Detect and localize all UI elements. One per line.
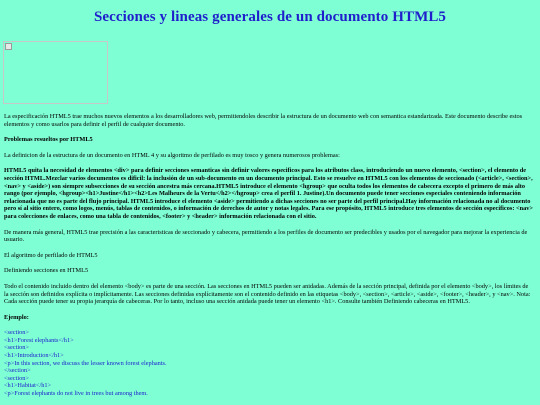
code-line: <section> [4, 329, 29, 337]
code-line: <p>In this section, we discuss the lesser known forest elephants. [4, 359, 167, 367]
paragraph: Todo el contenido incluido dentro del elemento <body> es parte de una sección. Las secciones en HTML5 pueden ser anidadas. Además de la sección principal, definida por el elemento <body>, los límites de la sección son definidos explícita o implícitamente. Las secciones definidas explícitamente son el contenido definido en las etiquetas <body>, <section>, <article>, <aside>, <footer>, <header>, y <nav>. Nota: Cada sección puede tener su propia jerarquía de cabeceras. Por lo tanto, incluso una sección anidada puede tener un elemento <h1>. Consulte también Definiendo cabeceras en HTML5. [4, 282, 531, 306]
paragraph: El algoritmo de perfilado de HTML5 [4, 251, 98, 259]
code-line: </section> [4, 367, 31, 375]
paragraph: La especificación HTML5 trae muchos nuevos elementos a los desarrolladores web, permitiendoles describir la estructura de un documento web con semantica estandarizada. Este documento describe estos elementos y como usarlos para definir el perfil de cualquier documento. [4, 113, 523, 128]
example-heading: Ejemplo: [4, 313, 29, 321]
paragraph: Problemas resueltos por HTML5 [4, 136, 93, 144]
code-example [4, 329, 534, 397]
code-line: <section> [4, 374, 29, 382]
code-line: <h1>Habitat</h1> [4, 382, 52, 390]
code-line: <h1>Introduction</h1> [4, 352, 64, 360]
code-line: <section> [4, 344, 29, 352]
code-line: <h1>Forest elephants</h1> [4, 336, 74, 344]
paragraph: Definiendo secciones en HTML5 [4, 267, 89, 275]
document-body [4, 113, 534, 398]
paragraph: HTML5 quita la necesidad de elementos <div> para definir secciones semanticas sin definir valores especificos para los atributos class, introduciendo un nuevo elemento, <section>, el elemento de sección HTML.Mezclar varios documentos es dificil: la inclusión de un sub-documento en un documento principal. Esto se resuelve en HTML5 con los elementos de seccionado (<article>, <section>, <nav> y <aside>) son siempre subsecciones de su sección ancestra más cercana.HTML5 introduce el elemento <hgroup> que oculta todos los elementos de cabecera excepto el primero de más alto rango (por ejemplo, <hgroup><h1>Justine</h1><h2>Les Malheurs de la Vertu</h2></hgroup> crea el perfil 1. Justine).Un documento puede tener secciones especiales conteniendo información relacionada que no es parte del flujo principal. HTML5 introduce el elemento <aside> permitiendo a dichas secciones no ser parte del perfil principal.Hay información relacionada no al documento pero sí al sitio entero, como logos, menús, tablas de contenidos, o información de derechos de autor y notas legales. Para ese propósito, HTML5 introduce tres elementos de sección específicos: <nav> para colecciones de enlaces, como una tabla de contenidos, <footer> y <header> información relacionada con el sitio. [4, 167, 533, 220]
code-line: <p>Forest elephants do not live in trees but among them. [4, 390, 148, 398]
paragraph-list [4, 113, 534, 306]
broken-image-icon [5, 43, 12, 50]
page-title: Secciones y lineas generales de un documento HTML5 [93, 9, 447, 25]
paragraph: La definicion de la estructura de un documento en HTML 4 y su algoritmo de perfilado es muy tosco y genera numerosos problemas: [4, 151, 340, 159]
paragraph: De manera más general, HTML5 trae precisión a las caracteristicas de seccionado y cabecera, permitiendo a los perfiles de documento ser predecibles y usados por el navegador para mejorar la experiencia de usuario. [4, 228, 528, 244]
broken-image-placeholder [3, 41, 108, 104]
